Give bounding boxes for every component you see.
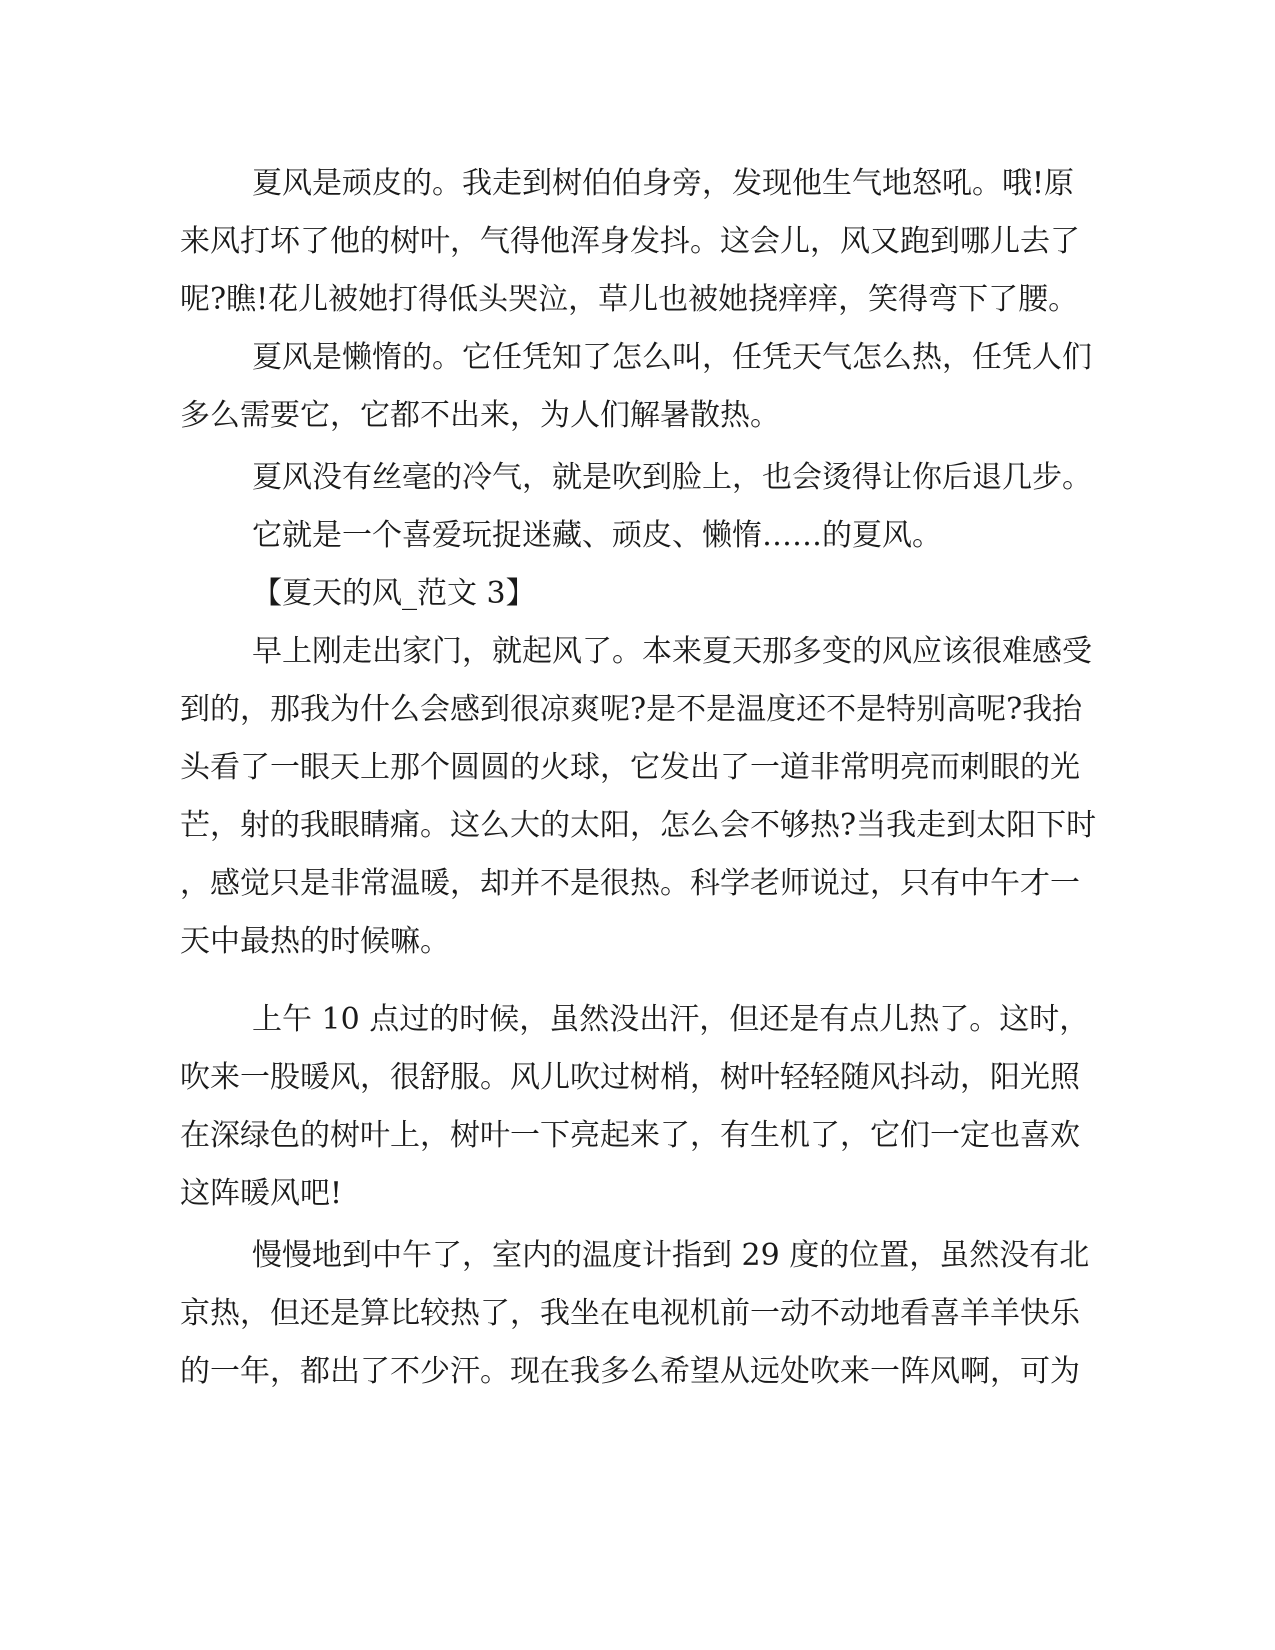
text-line: 夏风是懒惰的。它任凭知了怎么叫，任凭天气怎么热，任凭人们 [252, 340, 1092, 375]
text-line: 早上刚走出家门，就起风了。本来夏天那多变的风应该很难感受 [252, 634, 1092, 669]
text-line: 它就是一个喜爱玩捉迷藏、顽皮、懒惰……的夏风。 [252, 518, 942, 553]
text-line: 呢?瞧!花儿被她打得低头哭泣，草儿也被她挠痒痒，笑得弯下了腰。 [180, 282, 1079, 317]
text-line: 吹来一股暖风，很舒服。风儿吹过树梢，树叶轻轻随风抖动，阳光照 [180, 1060, 1080, 1095]
text-line: 在深绿色的树叶上，树叶一下亮起来了，有生机了，它们一定也喜欢 [180, 1118, 1080, 1153]
text-line: 京热，但还是算比较热了，我坐在电视机前一动不动地看喜羊羊快乐 [180, 1296, 1080, 1331]
section-heading: 【夏天的风_范文 3】 [252, 576, 536, 611]
text-line: 这阵暖风吧! [180, 1176, 343, 1211]
text-line: 多么需要它，它都不出来，为人们解暑散热。 [180, 398, 780, 433]
text-line: 到的，那我为什么会感到很凉爽呢?是不是温度还不是特别高呢?我抬 [180, 692, 1083, 727]
text-line: 上午 10 点过的时候，虽然没出汗，但还是有点儿热了。这时， [252, 1002, 1090, 1037]
text-line: 夏风没有丝毫的冷气，就是吹到脸上，也会烫得让你后退几步。 [252, 460, 1092, 495]
text-line: 来风打坏了他的树叶，气得他浑身发抖。这会儿，风又跑到哪儿去了 [180, 224, 1080, 259]
text-line: 芒，射的我眼睛痛。这么大的太阳，怎么会不够热?当我走到太阳下时 [180, 808, 1097, 843]
text-line: 夏风是顽皮的。我走到树伯伯身旁，发现他生气地怒吼。哦!原 [252, 166, 1075, 201]
text-line: 的一年，都出了不少汗。现在我多么希望从远处吹来一阵风啊，可为 [180, 1354, 1080, 1389]
text-line: ，感觉只是非常温暖，却并不是很热。科学老师说过，只有中午才一 [180, 866, 1080, 901]
text-line: 天中最热的时候嘛。 [180, 924, 450, 959]
text-line: 头看了一眼天上那个圆圆的火球，它发出了一道非常明亮而刺眼的光 [180, 750, 1080, 785]
text-line: 慢慢地到中午了，室内的温度计指到 29 度的位置，虽然没有北 [252, 1238, 1090, 1273]
